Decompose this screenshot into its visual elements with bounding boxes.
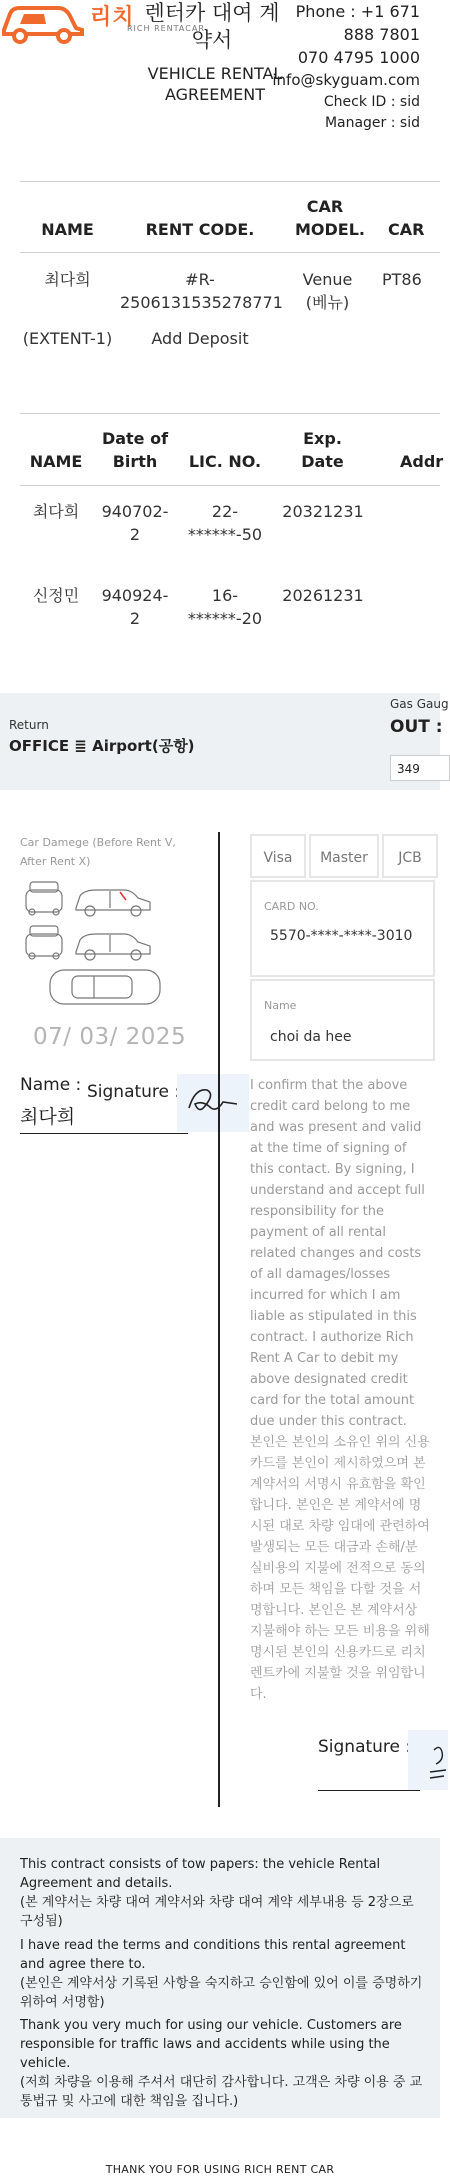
contract-title: 렌터카 대여 계약서 bbox=[144, 1, 280, 52]
terms-2-kr: (본인은 계약서상 기록된 사항을 숙지하고 승인함에 있어 이를 증명하기 위하여 서명함) bbox=[20, 1976, 423, 2010]
customer-name: 최다희 bbox=[20, 1106, 76, 1128]
card-name-field[interactable] bbox=[250, 979, 435, 1061]
col-header-exp-date: Exp. Date bbox=[301, 429, 344, 471]
email-text: info@skyguam.com bbox=[272, 71, 420, 89]
divider bbox=[20, 413, 440, 414]
manager-text: Manager : sid bbox=[324, 115, 420, 131]
terms-2-en: I have read the terms and conditions this rental agreement and agree there to. bbox=[20, 1938, 406, 1972]
terms-para-2 bbox=[20, 1936, 425, 2012]
divider bbox=[20, 485, 440, 486]
col-header-address: Addr bbox=[400, 452, 444, 471]
consent-text-kr: 본인은 본인의 소유인 위의 신용카드를 본인이 제시하였으며 본 계약서의 서명시 유효함을 확인합니다. 본인은 본 계약서에 명시된 대로 차량 임대에 관련하여 발생되는 모든 대금과 손해/분실비용의 지불에 전적으로 동의하며 모든 책임을 다할 것을 서명합니다. 본인은 본 계약서상 지불해야 하는 모든 비용을 위해 명시된 본인의 신용카드로 리치렌트카에 지불할 것을 위임합니다. bbox=[250, 1435, 430, 1702]
driver-dob: 940924-2 bbox=[101, 586, 169, 628]
car-plate: PT86 bbox=[382, 270, 422, 289]
section-divider bbox=[218, 832, 220, 1807]
logo-text: 리치 bbox=[90, 5, 135, 30]
add-deposit-label: Add Deposit bbox=[151, 329, 249, 348]
driver-dob: 940702-2 bbox=[101, 502, 169, 544]
extent-label: (EXTENT-1) bbox=[22, 329, 113, 348]
car-model: Venue (베뉴) bbox=[302, 270, 353, 312]
footer-thanks: THANK YOU FOR USING RICH RENT CAR bbox=[105, 2163, 335, 2176]
col-header-car-model: CAR MODEL. bbox=[295, 197, 366, 239]
check-id-text: Check ID : sid bbox=[323, 94, 420, 110]
return-label: Return bbox=[9, 718, 49, 732]
terms-1-kr: (본 계약서는 차량 대여 계약서와 차량 대여 계약 세부내용 등 2장으로 구성됨) bbox=[20, 1895, 414, 1929]
phone-line-3: 070 4795 1000 bbox=[297, 48, 420, 67]
logo-subtext: RICH RENTACAR bbox=[127, 24, 205, 33]
damage-caption: Car Damege (Before Rent V, After Rent X) bbox=[20, 836, 176, 868]
terms-3-en: Thank you very much for using our vehicle. Customers are responsible for traffic laws and accidents while using the vehicle. bbox=[20, 2018, 402, 2071]
driver-license: 16-******-20 bbox=[187, 586, 263, 628]
terms-para-1 bbox=[20, 1855, 425, 1931]
driver-name: 최다희 bbox=[32, 502, 80, 521]
col-header-name: NAME bbox=[41, 220, 94, 239]
return-location: OFFICE ≣ Airport(공항) bbox=[9, 737, 195, 755]
out-label: OUT : bbox=[390, 717, 443, 737]
col-header-dob: Date of Birth bbox=[101, 429, 169, 471]
phone-line-1: Phone : +1 671 bbox=[295, 2, 420, 21]
col-header-driver-name: NAME bbox=[29, 452, 83, 471]
driver-license: 22-******-50 bbox=[187, 502, 263, 544]
divider bbox=[20, 181, 440, 182]
car-damage-diagram-icon[interactable] bbox=[20, 878, 195, 1008]
phone-line-2: 888 7801 bbox=[343, 25, 420, 44]
contact-block bbox=[272, 0, 420, 134]
card-no-label: CARD NO. bbox=[264, 900, 319, 913]
terms-para-3 bbox=[20, 2016, 425, 2111]
divider bbox=[20, 252, 440, 253]
terms-1-en: This contract consists of tow papers: the vehicle Rental Agreement and details. bbox=[20, 1857, 381, 1891]
card-signature-label: Signature : bbox=[318, 1737, 412, 1757]
card-tab-master[interactable]: Master bbox=[309, 834, 379, 878]
contract-subtitle: VEHICLE RENTAL AGREEMENT bbox=[147, 64, 283, 104]
signature-box[interactable] bbox=[177, 1074, 249, 1132]
signature-label: Signature : bbox=[87, 1082, 181, 1102]
driver-name: 신정민 bbox=[32, 586, 80, 605]
col-header-lic-no: LIC. NO. bbox=[188, 452, 262, 471]
rental-name: 최다희 bbox=[44, 270, 91, 289]
card-number-field[interactable] bbox=[250, 880, 435, 977]
card-signature-underline bbox=[318, 1790, 420, 1791]
card-tab-jcb[interactable]: JCB bbox=[382, 834, 438, 878]
odometer-field[interactable]: 349 bbox=[390, 755, 450, 781]
gas-gauge-label: Gas Gaug bbox=[390, 697, 449, 711]
card-name-value: choi da hee bbox=[270, 1029, 352, 1045]
rent-code: #R-2506131535278771 bbox=[120, 270, 283, 312]
card-signature-box[interactable] bbox=[408, 1730, 448, 1790]
col-header-car: CAR bbox=[388, 220, 425, 239]
driver-exp-date: 20321231 bbox=[282, 502, 364, 521]
driver-exp-date: 20261231 bbox=[282, 586, 364, 605]
card-name-label: Name bbox=[264, 999, 297, 1012]
name-label: Name : bbox=[20, 1075, 82, 1095]
card-tab-visa[interactable]: Visa bbox=[250, 834, 306, 878]
col-header-rent-code: RENT CODE. bbox=[145, 220, 255, 239]
consent-text-en: I confirm that the above credit card belong to me and was present and valid at the time of signing of this contact. By signing, I understand and accept full responsibility for the payment of all rental related changes and costs of all damages/losses incurred for which I am liable as stipulated in this contract. I authorize Rich Rent A Car to debit my above designated credit card for the total amount due under this contract. bbox=[250, 1078, 425, 1429]
name-underline bbox=[20, 1133, 188, 1134]
card-no-value: 5570-****-****-3010 bbox=[270, 928, 413, 944]
terms-3-kr: (저희 차량을 이용해 주셔서 대단히 감사합니다. 고객은 차량 이용 중 교통법규 및 사고에 대한 책임을 집니다.) bbox=[20, 2075, 423, 2109]
contract-date: 07/ 03/ 2025 bbox=[33, 1024, 187, 1050]
